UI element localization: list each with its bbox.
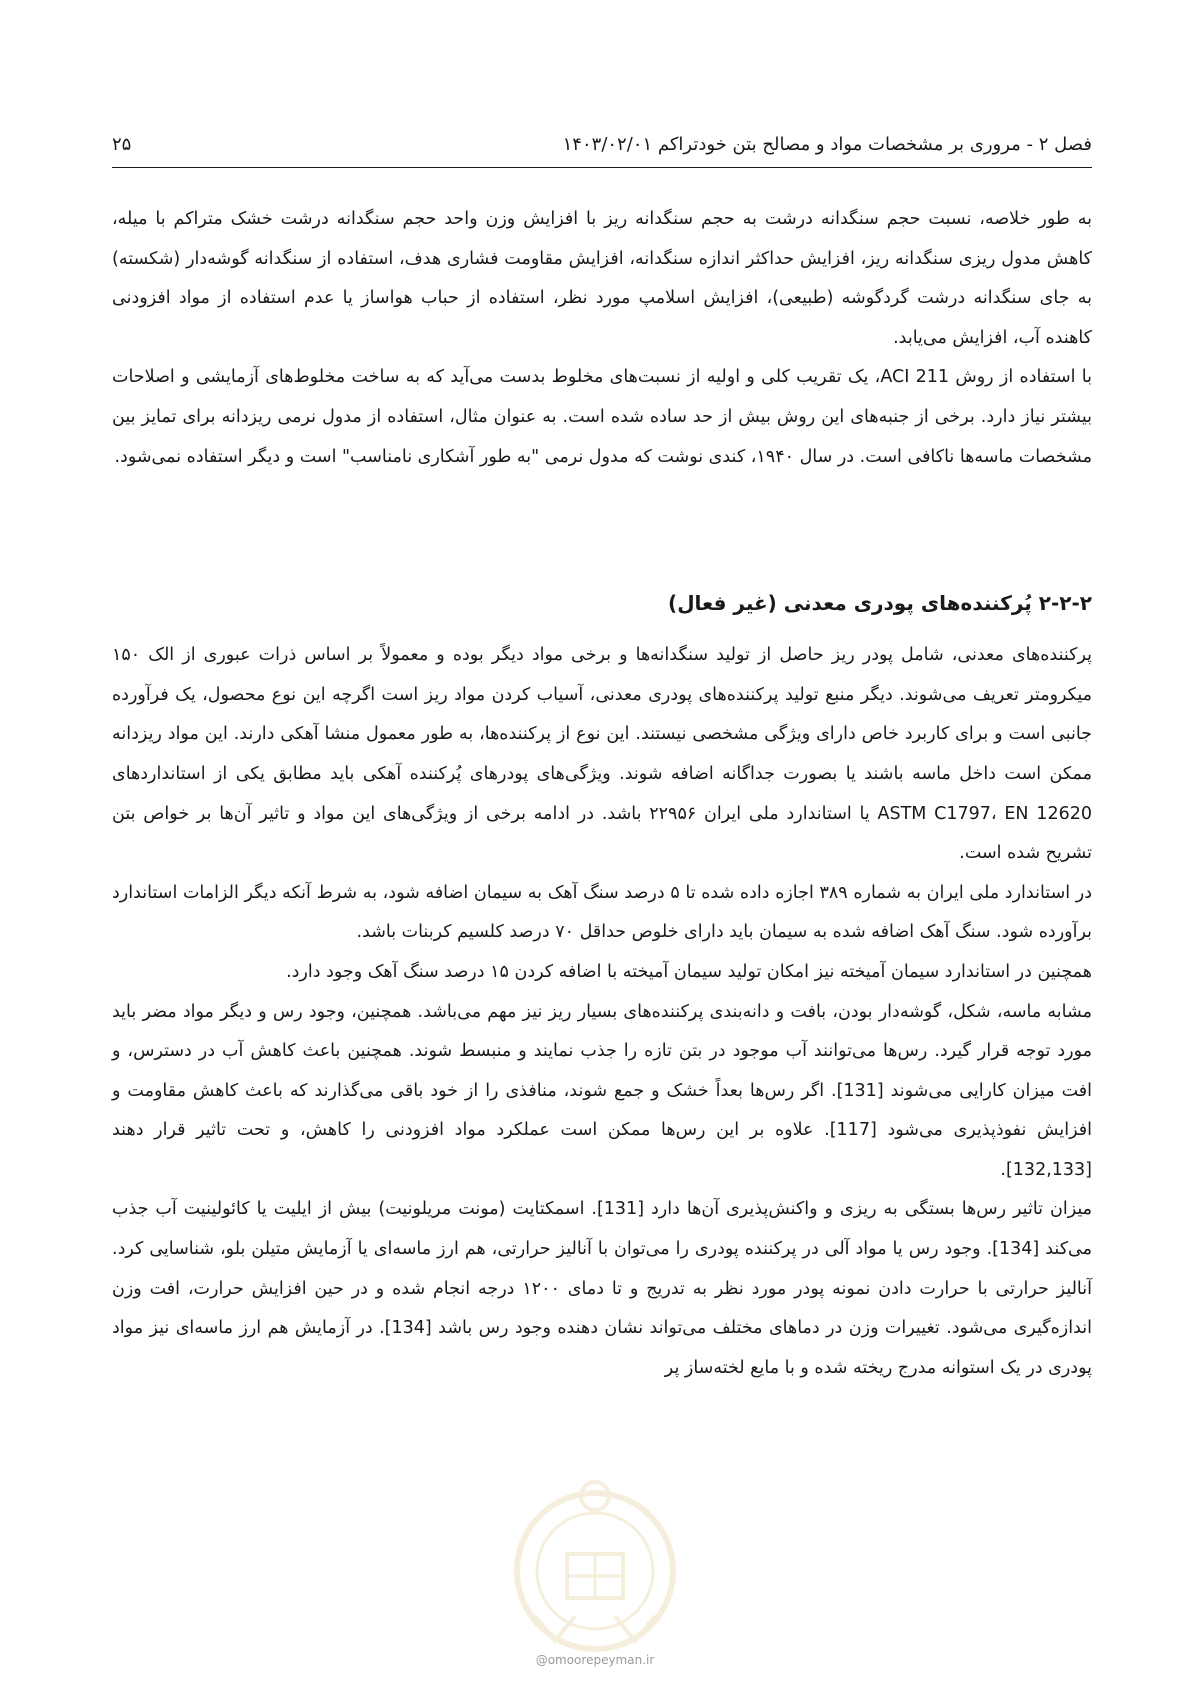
section-spacer [112,477,1092,584]
paragraph: میزان تاثیر رس‌ها بستگی به ریزی و واکنش‌پذیری آن‌ها دارد [131]. اسمکتایت (مونت مریلونیت) بیش از ایلیت یا کائولینیت آب جذب می‌کند [134]. وجود رس یا مواد آلی در پرکننده پودری را می‌توان با آنالیز حرارتی، هم ارز ماسه‌ای یا آزمایش متیلن بلو، شناسایی کرد. آنالیز حرارتی با حرارت دادن نمونه پودر مورد نظر به تدریج و تا دمای ۱۲۰۰ درجه انجام شده و در حین افزایش حرارت، افت وزن اندازه‌گیری می‌شود. تغییرات وزن در دماهای مختلف می‌تواند نشان دهنده وجود رس باشد [134]. در آزمایش هم ارز ماسه‌ای نیز مواد پودری در یک استوانه مدرج ریخته شده و با مایع لخته‌ساز پر [112,1199,1092,1378]
watermark-site: @omoorepeyman.ir [535,1653,655,1667]
paragraph: با استفاده از روش ACI 211، یک تقریب کلی و اولیه از نسبت‌های مخلوط بدست می‌آید که به ساخت مخلوط‌های آزمایشی و اصلاحات بیشتر نیاز دارد. برخی از جنبه‌های این روش بیش از حد ساده شده است. به عنوان مثال، استفاده از مدول نرمی ریزدانه برای تمایز بین مشخصات ماسه‌ها ناکافی است. در سال ۱۹۴۰، کندی نوشت که مدول نرمی "به طور آشکاری نامناسب" است و دیگر استفاده نمی‌شود. [112,367,1092,467]
paragraph: پرکننده‌های معدنی، شامل پودر ریز حاصل از تولید سنگدانه‌ها و برخی مواد دیگر بوده و معمولاً بر اساس ذرات عبوری از الک ۱۵۰ میکرومتر تعریف می‌شوند. دیگر منبع تولید پرکننده‌های پودری معدنی، آسیاب کردن مواد ریز است اگرچه این نوع محصول، یک فرآورده جانبی است و برای کاربرد خاص دارای ویژگی مشخصی نیستند. این نوع از پرکننده‌ها، به طور معمول منشا آهکی دارند. این مواد ریزدانه ممکن است داخل ماسه باشند یا بصورت جداگانه اضافه شوند. ویژگی‌های پودرهای پُرکننده آهکی باید مطابق یکی از استانداردهای ASTM C1797، EN 12620 یا استاندارد ملی ایران ۲۲۹۵۶ باشد. در ادامه برخی از ویژگی‌های این مواد و تاثیر آن‌ها بر خواص بتن تشریح شده است. [112,645,1092,864]
section-heading: ۲-۲-۲ پُرکننده‌های پودری معدنی (غیر فعال) [668,591,1092,616]
page-header [112,128,1092,162]
paragraph: در استاندارد ملی ایران به شماره ۳۸۹ اجازه داده شده تا ۵ درصد سنگ آهک به سیمان اضافه شود، به شرط آنکه دیگر الزامات استاندارد برآورده شود. سنگ آهک اضافه شده به سیمان باید دارای خلوص حداقل ۷۰ درصد کلسیم کربنات باشد. [112,882,1092,943]
header-divider [112,167,1092,168]
page-number: ۲۵ [112,134,132,155]
running-title: فصل ۲ - مروری بر مشخصات مواد و مصالح بتن خودتراکم ۱۴۰۳/۰۲/۰۱ [562,134,1092,155]
paragraph: مشابه ماسه، شکل، گوشه‌دار بودن، بافت و دانه‌بندی پرکننده‌های بسیار ریز نیز مهم می‌باشد. همچنین، وجود رس و دیگر مواد مضر باید مورد توجه قرار گیرد. رس‌ها می‌توانند آب موجود در بتن تازه را جذب نمایند و منبسط شوند. همچنین باعث کاهش آب در دسترس، و افت میزان کارایی می‌شوند [131]. اگر رس‌ها بعداً خشک و جمع شوند، منافذی را از خود باقی می‌گذارند که باعث کاهش مقاومت و افزایش نفوذپذیری می‌شود [117]. علاوه بر این رس‌ها ممکن است عملکرد مواد افزودنی را کاهش، و تحت تاثیر قرار دهند [132,133]. [112,1001,1092,1180]
watermark-logo-icon [505,1466,685,1666]
paragraph: همچنین در استاندارد سیمان آمیخته نیز امکان تولید سیمان آمیخته با اضافه کردن ۱۵ درصد سنگ آهک وجود دارد. [286,961,1092,982]
paragraph: به طور خلاصه، نسبت حجم سنگدانه درشت به حجم سنگدانه ریز با افزایش وزن واحد حجم سنگدانه درشت خشک متراکم با میله، کاهش مدول ریزی سنگدانه ریز، افزایش حداکثر اندازه سنگدانه، افزایش مقاومت فشاری هدف، استفاده از سنگدانه گوشه‌دار (شکسته) به جای سنگدانه درشت گردگوشه (طبیعی)، افزایش اسلامپ مورد نظر، استفاده از حباب هواساز یا عدم استفاده از مواد افزودنی کاهنده آب، افزایش می‌یابد. [112,209,1092,348]
page-body [112,200,1092,1388]
